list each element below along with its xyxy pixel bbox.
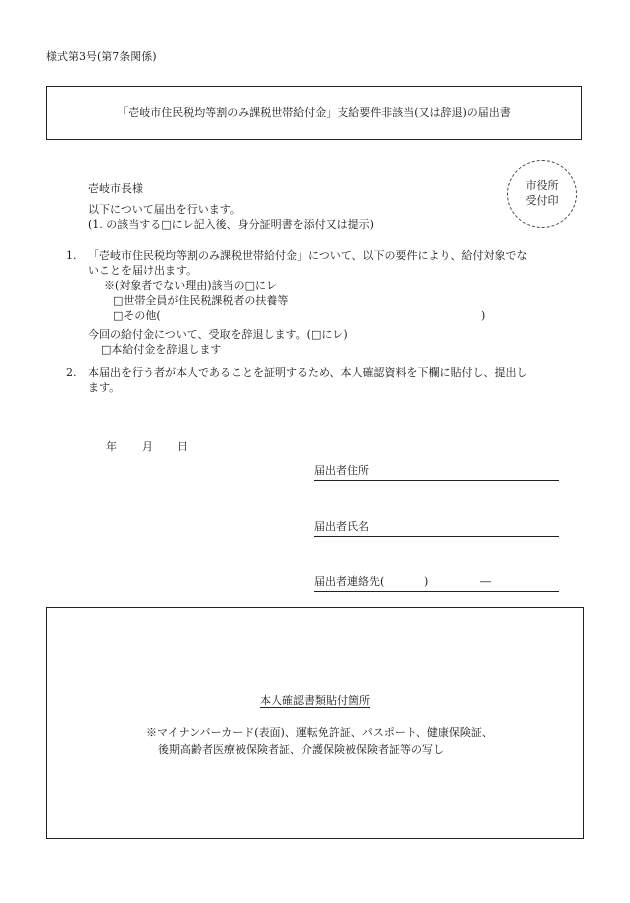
- paste-note-line1: ※マイナンバーカード(表面)、運転免許証、パスポート、健康保険証、: [146, 726, 493, 739]
- id-document-paste-area: [46, 607, 584, 839]
- item1-number: 1.: [66, 249, 77, 262]
- date-year: 年: [106, 440, 117, 453]
- stamp-line1: 市役所: [525, 179, 559, 193]
- reception-stamp: [507, 160, 577, 228]
- applicant-name-label: 届出者氏名: [314, 520, 369, 533]
- item1-line2: いことを届け出ます。: [88, 264, 198, 277]
- title-box: [46, 86, 582, 140]
- form-title: 「壱岐市住民税均等割のみ課税世帯給付金」支給要件非該当(又は辞退)の届出書: [117, 105, 511, 119]
- paste-area-title-wrap: [47, 694, 583, 708]
- item2-line2: ます。: [88, 381, 121, 394]
- applicant-contact-label: 届出者連絡先(: [314, 575, 385, 588]
- reason-heading: ※(対象者でない理由)該当の□にレ: [104, 279, 277, 292]
- reason-option-dependent[interactable]: □世帯全員が住民税課税者の扶養等: [113, 294, 289, 307]
- date-month: 月: [142, 440, 153, 453]
- paste-area-title: 本人確認書類貼付箇所: [260, 694, 370, 707]
- applicant-address-field[interactable]: [314, 464, 559, 481]
- decline-option[interactable]: □本給付金を辞退します: [101, 343, 222, 356]
- intro-line1: 以下について届出を行います。: [88, 203, 241, 216]
- decline-text: 今回の給付金について、受取を辞退します。(□にレ): [88, 328, 348, 341]
- paste-note-line2: 後期高齢者医療被保険者証、介護保険被保険者証等の写し: [158, 743, 444, 757]
- item1-line1: 「壱岐市住民税均等割のみ課税世帯給付金」について、以下の要件により、給付対象でな: [88, 249, 528, 262]
- stamp-line2: 受付印: [525, 194, 559, 207]
- reason-option-other-close: ): [481, 309, 486, 322]
- item2-number: 2.: [66, 366, 77, 379]
- date-day: 日: [177, 440, 188, 453]
- form-number: 様式第3号(第7条関係): [46, 50, 157, 63]
- addressee: 壱岐市長様: [88, 182, 143, 195]
- applicant-contact-paren: ): [424, 575, 429, 588]
- applicant-address-label: 届出者住所: [314, 464, 369, 477]
- applicant-contact-field[interactable]: [314, 575, 559, 592]
- applicant-contact-dash: ―: [480, 575, 491, 588]
- intro-line2: (1. の該当する□にレ記入後、身分証明書を添付又は提示): [88, 218, 374, 231]
- paste-area-note: [146, 724, 493, 758]
- reason-option-other[interactable]: □その他(: [113, 309, 161, 322]
- applicant-name-field[interactable]: [314, 520, 559, 537]
- item2-line1: 本届出を行う者が本人であることを証明するため、本人確認資料を下欄に貼付し、提出し: [88, 366, 528, 379]
